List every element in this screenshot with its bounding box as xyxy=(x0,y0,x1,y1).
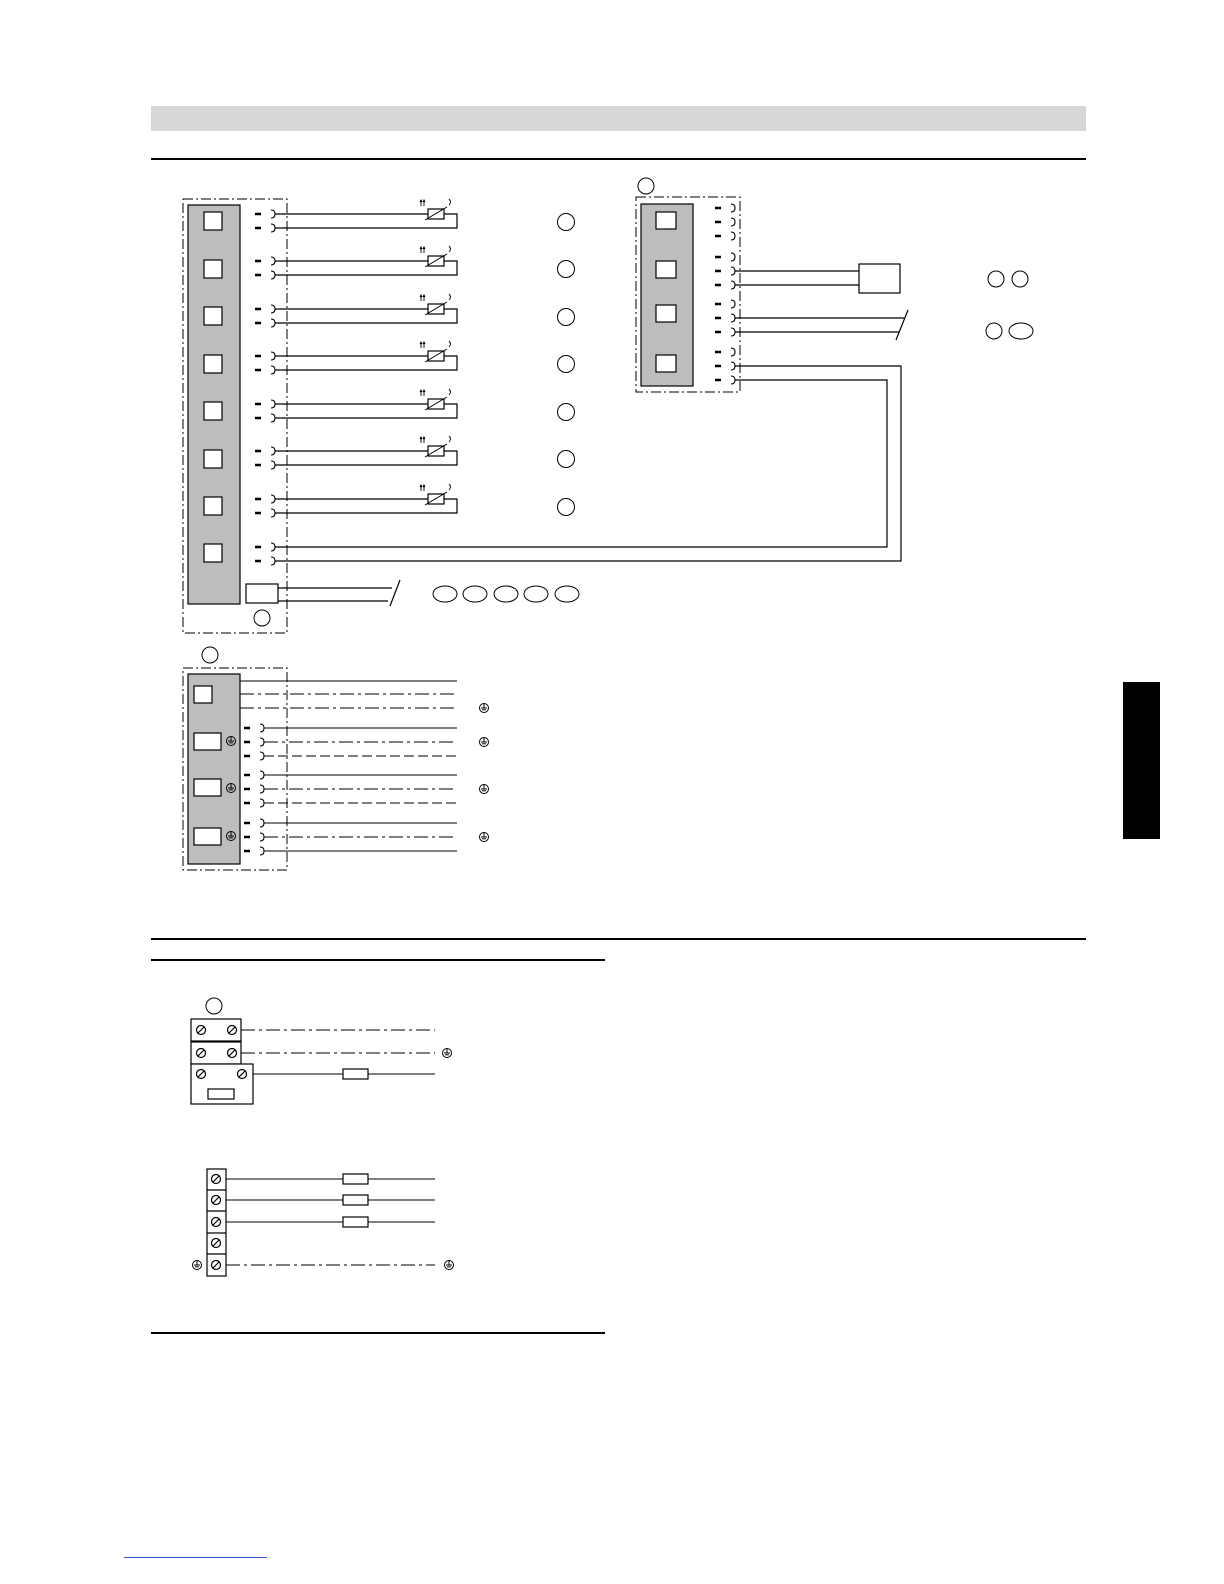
terminal-block-2 xyxy=(193,1169,454,1276)
lower-module xyxy=(183,647,489,870)
sensor-row-2 xyxy=(255,246,457,279)
bottom-cable xyxy=(278,580,400,606)
main-module xyxy=(183,199,287,633)
fuse-icon xyxy=(343,1069,368,1079)
sensor-row-7 xyxy=(255,484,457,517)
sensor-row-4 xyxy=(255,341,457,374)
sensor-row-6 xyxy=(255,436,457,469)
sensor-row-3 xyxy=(255,294,457,327)
sensor-rows xyxy=(255,199,901,606)
sensor-label-circles xyxy=(433,214,579,603)
right-module xyxy=(636,178,1033,392)
sensor-row-1 xyxy=(255,199,457,232)
terminal-block-1 xyxy=(191,998,452,1104)
sensor-row-5 xyxy=(255,389,457,422)
